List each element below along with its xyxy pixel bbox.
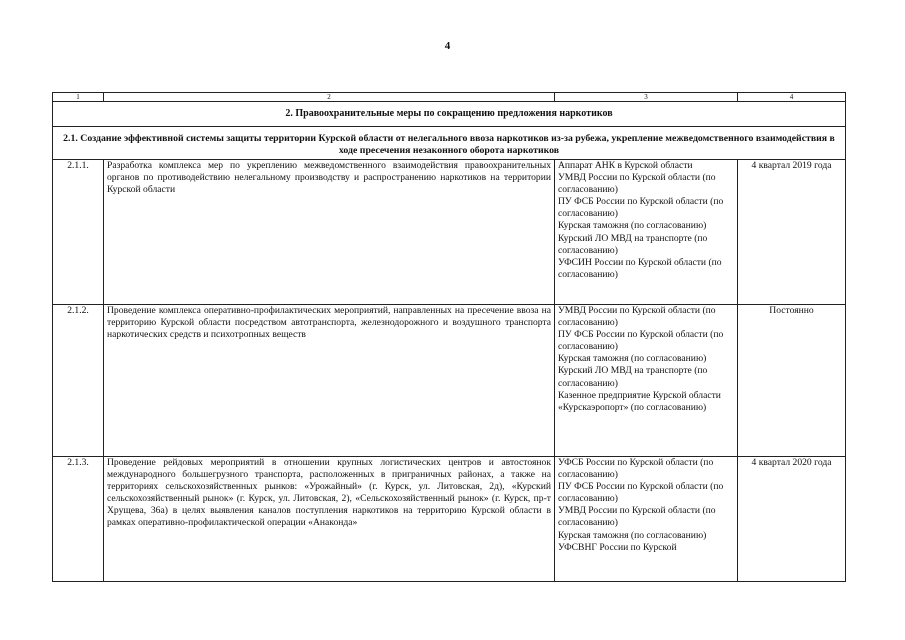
- executor: Курская таможня (по согласованию): [558, 529, 707, 541]
- table-row: [53, 305, 846, 457]
- column-number: 1: [53, 93, 104, 102]
- item-executors: [555, 160, 738, 305]
- executor: Казенное предприятие Курской области «Курскаэропорт» (по согласованию): [558, 389, 721, 413]
- executor: Аппарат АНК в Курской области: [558, 160, 693, 171]
- item-executors: [555, 457, 738, 582]
- table-row: [53, 160, 846, 305]
- item-number: 2.1.3.: [53, 457, 104, 582]
- executor: УМВД России по Курской области (по согласованию): [558, 305, 716, 329]
- executor: Курский ЛО МВД на транспорте (по согласованию): [558, 232, 708, 256]
- executor: УМВД России по Курской области (по согласованию): [558, 172, 716, 196]
- executor: УМВД России по Курской области (по согласованию): [558, 505, 716, 529]
- page-number: 4: [444, 40, 451, 52]
- section-row: [53, 102, 846, 127]
- executor: УФСВНГ России по Курской: [558, 541, 677, 553]
- column-number-row: [53, 93, 846, 102]
- executor: ПУ ФСБ России по Курской области (по согласованию): [558, 196, 724, 220]
- executor: Курская таможня (по согласованию): [558, 353, 707, 365]
- executor: ПУ ФСБ России по Курской области (по согласованию): [558, 481, 724, 505]
- item-term: 4 квартал 2019 года: [738, 160, 846, 305]
- subsection-row: [53, 127, 846, 160]
- column-number: 2: [104, 93, 555, 102]
- item-number: 2.1.1.: [53, 160, 104, 305]
- item-term: 4 квартал 2020 года: [738, 457, 846, 582]
- item-executors: [555, 305, 738, 457]
- column-number: 4: [738, 93, 846, 102]
- executor: Курский ЛО МВД на транспорте (по согласованию): [558, 365, 708, 389]
- subsection-title: 2.1. Создание эффективной системы защиты территории Курской области от нелегального ввоза наркотиков из-за рубежа, укрепление межведомственного взаимодействия в ходе пресечения незаконного оборота наркотиков: [53, 127, 846, 160]
- item-task: Разработка комплекса мер по укреплению межведомственного взаимодействия правоохранительных органов по противодействию нелегальному производству и распространению наркотиков на территории Курской области: [104, 160, 555, 305]
- item-task: Проведение комплекса оперативно-профилактических мероприятий, направленных на пресечение ввоза на территорию Курской области посредством автотранспорта, железнодорожного и воздушного транспорта наркотических средств и психотропных веществ: [104, 305, 555, 457]
- executor: УФСИН России по Курской области (по согласованию): [558, 256, 722, 280]
- column-number: 3: [555, 93, 738, 102]
- table-row: [53, 457, 846, 582]
- item-task: Проведение рейдовых мероприятий в отношении крупных логистических центров и автостоянок международного большегрузного транспорта, расположенных в приграничных районах, а также на территориях сельскохозяйственных рынков: «Урожайный» (г. Курск, ул. Литовская, 2д), «Курский сельскохозяйственный рынок» (г. Курск, ул. Литовская, 2), «Сельскохозяйственный рынок» (г. Курск, пр-т Хрущева, 36а) в целях выявления каналов поступления наркотиков на территорию Курской области в рамках оперативно-профилактической операции «Анаконда»: [104, 457, 555, 582]
- item-number: 2.1.2.: [53, 305, 104, 457]
- executor: ПУ ФСБ России по Курской области (по согласованию): [558, 329, 724, 353]
- executor: УФСБ России по Курской области (по согласованию): [558, 457, 714, 481]
- executor: Курская таможня (по согласованию): [558, 220, 707, 232]
- measures-table: [52, 92, 846, 582]
- section-title: 2. Правоохранительные меры по сокращению предложения наркотиков: [53, 102, 846, 127]
- item-term: Постоянно: [738, 305, 846, 457]
